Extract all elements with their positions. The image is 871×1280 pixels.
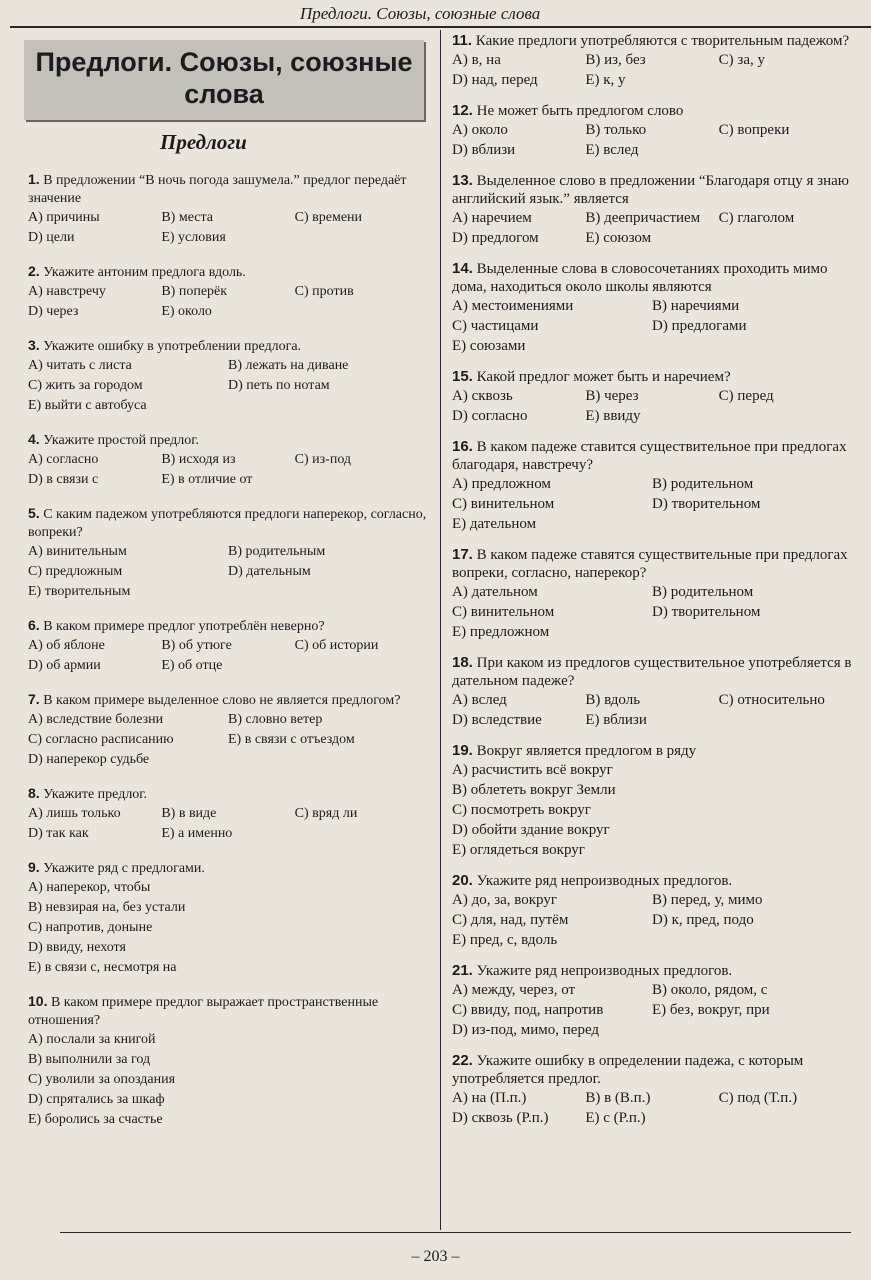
option-c: C) времени — [294, 210, 363, 225]
option-c: C) относительно — [718, 692, 825, 708]
option-e: E) дательном — [452, 516, 537, 532]
option-d: D) в связи с — [28, 472, 99, 487]
page-number: – 203 – — [411, 1248, 460, 1265]
question-3 — [28, 336, 428, 416]
question-12 — [452, 102, 852, 160]
option-c: C) для, над, путём — [452, 912, 569, 928]
option-b: B) родительном — [652, 476, 754, 492]
option-c: C) против — [294, 284, 354, 299]
question-16 — [452, 438, 852, 534]
option-d: D) так как — [28, 826, 89, 841]
option-b: B) облететь вокруг Земли — [452, 782, 616, 798]
option-d: D) над, перед — [452, 72, 538, 88]
option-b: B) деепричастием — [585, 210, 701, 226]
question-number: 14. — [452, 260, 473, 277]
question-number: 16. — [452, 438, 473, 455]
option-d: D) через — [28, 304, 79, 319]
question-20 — [452, 872, 852, 950]
question-text: В каком падеже ставится существительное при предлогах благодаря, навстречу? — [452, 439, 847, 473]
option-a: A) дательном — [452, 584, 538, 600]
question-4 — [28, 430, 428, 490]
option-d: D) согласно — [452, 408, 528, 424]
question-text: Укажите ряд непроизводных предлогов. — [476, 873, 733, 889]
option-b: B) перед, у, мимо — [652, 892, 763, 908]
option-a: A) между, через, от — [452, 982, 576, 998]
option-e: E) в связи с, несмотря на — [28, 960, 177, 975]
option-a: A) лишь только — [28, 806, 121, 821]
question-6 — [28, 616, 428, 676]
question-number: 10. — [28, 993, 48, 1009]
option-b: B) родительным — [228, 544, 326, 559]
option-b: B) исходя из — [161, 452, 236, 467]
option-c: C) глаголом — [718, 210, 795, 226]
option-b: B) лежать на диване — [228, 358, 349, 373]
option-c: C) уволили за опоздания — [28, 1072, 176, 1087]
option-e: E) союзами — [452, 338, 526, 354]
option-e: E) союзом — [585, 230, 652, 246]
option-c: C) ввиду, под, напротив — [452, 1002, 604, 1018]
question-text: Укажите антоним предлога вдоль. — [43, 265, 246, 280]
question-18 — [452, 654, 852, 730]
left-column — [28, 170, 428, 1144]
option-b: B) об утюге — [161, 638, 232, 653]
option-c: C) предложным — [28, 564, 123, 579]
option-d: D) обойти здание вокруг — [452, 822, 610, 838]
option-c: C) вопреки — [718, 122, 790, 138]
option-a: A) послали за книгой — [28, 1032, 156, 1047]
question-text: В каком примере предлог выражает пространственные отношения? — [28, 995, 379, 1028]
option-c: C) частицами — [452, 318, 539, 334]
option-d: D) творительном — [652, 604, 761, 620]
question-17 — [452, 546, 852, 642]
option-c: C) под (Т.п.) — [718, 1090, 798, 1106]
option-d: D) сквозь (Р.п.) — [452, 1110, 549, 1126]
option-e: E) пред, с, вдоль — [452, 932, 558, 948]
option-d: D) предлогами — [652, 318, 747, 334]
option-d: D) петь по нотам — [228, 378, 330, 393]
option-d: D) из-под, мимо, перед — [452, 1022, 600, 1038]
option-b: B) в виде — [161, 806, 217, 821]
question-text: Укажите ошибку в определении падежа, с которым употребляется предлог. — [452, 1053, 804, 1087]
section-title: Предлоги — [160, 130, 247, 154]
option-d: D) к, пред, подо — [652, 912, 754, 928]
question-number: 11. — [452, 32, 473, 49]
option-c: C) перед — [718, 388, 774, 404]
question-number: 20. — [452, 872, 473, 889]
question-number: 5. — [28, 505, 40, 521]
option-b: B) наречиями — [652, 298, 740, 314]
option-e: E) а именно — [161, 826, 233, 841]
option-b: B) словно ветер — [228, 712, 323, 727]
question-number: 6. — [28, 617, 40, 633]
question-21 — [452, 962, 852, 1040]
option-e: E) боролись за счастье — [28, 1112, 163, 1127]
question-5 — [28, 504, 428, 602]
option-e: E) оглядеться вокруг — [452, 842, 585, 858]
question-number: 15. — [452, 368, 473, 385]
option-a: A) наречием — [452, 210, 532, 226]
option-a: A) сквозь — [452, 388, 513, 404]
question-text: Укажите ряд с предлогами. — [43, 861, 205, 876]
running-head: Предлоги. Союзы, союзные слова — [300, 4, 541, 23]
option-c: C) об истории — [294, 638, 379, 653]
question-text: При каком из предлогов существительное употребляется в дательном падеже? — [452, 655, 852, 689]
question-text: Укажите ряд непроизводных предлогов. — [476, 963, 733, 979]
banner-title: Предлоги. Союзы, союзные слова — [35, 47, 413, 109]
option-e: E) творительным — [28, 584, 131, 599]
option-e: E) в связи с отъездом — [228, 732, 355, 747]
option-b: B) поперёк — [161, 284, 228, 299]
option-c: C) вряд ли — [294, 806, 358, 821]
option-d: D) вследствие — [452, 712, 542, 728]
option-a: A) на (П.п.) — [452, 1090, 527, 1106]
question-text: Укажите ошибку в употреблении предлога. — [43, 339, 302, 354]
column-divider — [440, 30, 441, 1230]
option-a: A) навстречу — [28, 284, 106, 299]
question-text: Укажите предлог. — [43, 787, 147, 802]
question-text: В каком примере выделенное слово не является предлогом? — [43, 693, 401, 708]
question-15 — [452, 368, 852, 426]
question-number: 2. — [28, 263, 40, 279]
option-c: C) согласно расписанию — [28, 732, 174, 747]
option-e: E) около — [161, 304, 212, 319]
question-number: 3. — [28, 337, 40, 353]
question-text: Укажите простой предлог. — [43, 433, 199, 448]
question-text: Какие предлоги употребляются с творительным падежом? — [475, 33, 850, 49]
option-e: E) в отличие от — [161, 472, 253, 487]
question-text: Выделенные слова в словосочетаниях проходить мимо дома, находиться около школы являются — [452, 261, 828, 295]
option-d: D) спрятались за шкаф — [28, 1092, 165, 1107]
question-text: В предложении “В ночь погода зашумела.” предлог передаёт значение — [28, 173, 407, 206]
top-rule — [10, 26, 871, 28]
question-number: 22. — [452, 1052, 473, 1069]
question-9 — [28, 858, 428, 978]
question-number: 4. — [28, 431, 40, 447]
option-d: D) цели — [28, 230, 75, 245]
option-e: E) с (Р.п.) — [585, 1110, 646, 1126]
question-number: 7. — [28, 691, 40, 707]
option-c: C) винительном — [452, 496, 555, 512]
option-c: C) жить за городом — [28, 378, 143, 393]
question-number: 13. — [452, 172, 473, 189]
option-d: D) наперекор судьбе — [28, 752, 150, 767]
option-e: E) об отце — [161, 658, 223, 673]
option-d: D) об армии — [28, 658, 101, 673]
option-a: A) вслед — [452, 692, 507, 708]
option-d: D) вблизи — [452, 142, 516, 158]
question-number: 1. — [28, 171, 40, 187]
option-e: E) предложном — [452, 624, 550, 640]
question-number: 8. — [28, 785, 40, 801]
option-d: D) предлогом — [452, 230, 539, 246]
option-b: B) родительном — [652, 584, 754, 600]
option-e: E) ввиду — [585, 408, 641, 424]
option-a: A) местоимениями — [452, 298, 574, 314]
option-a: A) расчистить всё вокруг — [452, 762, 613, 778]
option-b: B) около, рядом, с — [652, 982, 768, 998]
question-19 — [452, 742, 852, 860]
option-a: A) согласно — [28, 452, 99, 467]
question-text: В каком примере предлог употреблён неверно? — [43, 619, 325, 634]
right-column — [452, 32, 852, 1140]
question-2 — [28, 262, 428, 322]
question-number: 18. — [452, 654, 473, 671]
question-14 — [452, 260, 852, 356]
question-number: 21. — [452, 962, 473, 979]
option-a: A) предложном — [452, 476, 551, 492]
option-b: B) в (В.п.) — [585, 1090, 651, 1106]
question-number: 12. — [452, 102, 473, 119]
question-13 — [452, 172, 852, 248]
bottom-rule — [60, 1232, 851, 1233]
option-a: A) в, на — [452, 52, 501, 68]
option-e: E) условия — [161, 230, 226, 245]
option-e: E) вслед — [585, 142, 639, 158]
option-c: C) из-под — [294, 452, 352, 467]
question-10 — [28, 992, 428, 1130]
option-e: E) выйти с автобуса — [28, 398, 147, 413]
question-8 — [28, 784, 428, 844]
question-text: Какой предлог может быть и наречием? — [476, 369, 731, 385]
option-a: A) винительным — [28, 544, 127, 559]
option-a: A) об яблоне — [28, 638, 105, 653]
question-text: С каким падежом употребляются предлоги наперекор, согласно, вопреки? — [28, 507, 427, 540]
option-d: D) ввиду, нехотя — [28, 940, 126, 955]
question-text: Выделенное слово в предложении “Благодаря отцу я знаю английский язык.” является — [452, 173, 849, 207]
question-number: 17. — [452, 546, 473, 563]
option-b: B) выполнили за год — [28, 1052, 151, 1067]
question-1 — [28, 170, 428, 248]
option-c: C) винительном — [452, 604, 555, 620]
question-11 — [452, 32, 852, 90]
option-b: B) из, без — [585, 52, 646, 68]
option-b: B) невзирая на, без устали — [28, 900, 186, 915]
option-c: C) за, у — [718, 52, 765, 68]
option-b: B) вдоль — [585, 692, 641, 708]
option-a: A) причины — [28, 210, 100, 225]
option-c: C) посмотреть вокруг — [452, 802, 591, 818]
question-text: В каком падеже ставятся существительные при предлогах вопреки, согласно, наперекор? — [452, 547, 848, 581]
question-22 — [452, 1052, 852, 1128]
option-a: A) читать с листа — [28, 358, 132, 373]
option-e: E) вблизи — [585, 712, 647, 728]
option-b: B) только — [585, 122, 647, 138]
option-a: A) вследствие болезни — [28, 712, 164, 727]
question-7 — [28, 690, 428, 770]
option-e: E) без, вокруг, при — [652, 1002, 770, 1018]
option-c: C) напротив, доныне — [28, 920, 153, 935]
question-number: 9. — [28, 859, 40, 875]
option-b: B) места — [161, 210, 213, 225]
option-a: A) наперекор, чтобы — [28, 880, 151, 895]
option-e: E) к, у — [585, 72, 626, 88]
title-banner — [24, 40, 424, 120]
option-d: D) дательным — [228, 564, 311, 579]
question-number: 19. — [452, 742, 473, 759]
question-text: Вокруг является предлогом в ряду — [476, 743, 697, 759]
question-text: Не может быть предлогом слово — [476, 103, 684, 119]
option-a: A) до, за, вокруг — [452, 892, 558, 908]
option-b: B) через — [585, 388, 639, 404]
option-a: A) около — [452, 122, 508, 138]
option-d: D) творительном — [652, 496, 761, 512]
